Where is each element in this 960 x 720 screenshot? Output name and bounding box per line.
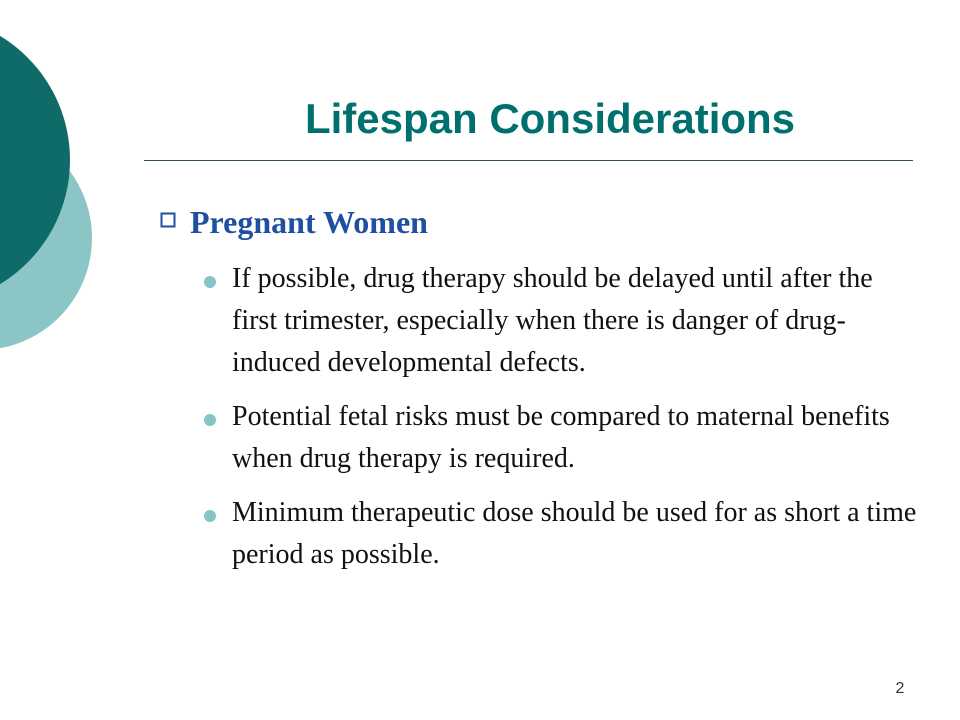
bullet-text: If possible, drug therapy should be delayed until after the first trimester, especially when there is danger of drug-induced developmental defects.	[232, 263, 873, 378]
bullet-list	[204, 258, 924, 588]
title-divider	[144, 160, 913, 161]
round-dot-bullet-icon	[204, 510, 216, 522]
hollow-square-bullet-icon	[160, 212, 176, 228]
section-heading: Pregnant Women	[190, 204, 428, 240]
bullet-item	[204, 396, 924, 480]
bullet-item	[204, 258, 924, 384]
decorative-circles	[0, 0, 120, 420]
slide-title: Lifespan Considerations	[304, 95, 796, 142]
round-dot-bullet-icon	[204, 414, 216, 426]
bullet-text: Minimum therapeutic dose should be used for as short a time period as possible.	[232, 497, 917, 570]
bullet-text: Potential fetal risks must be compared to maternal benefits when drug therapy is required.	[232, 401, 890, 474]
page-number: 2	[895, 680, 905, 697]
round-dot-bullet-icon	[204, 276, 216, 288]
bullet-item	[204, 492, 924, 576]
